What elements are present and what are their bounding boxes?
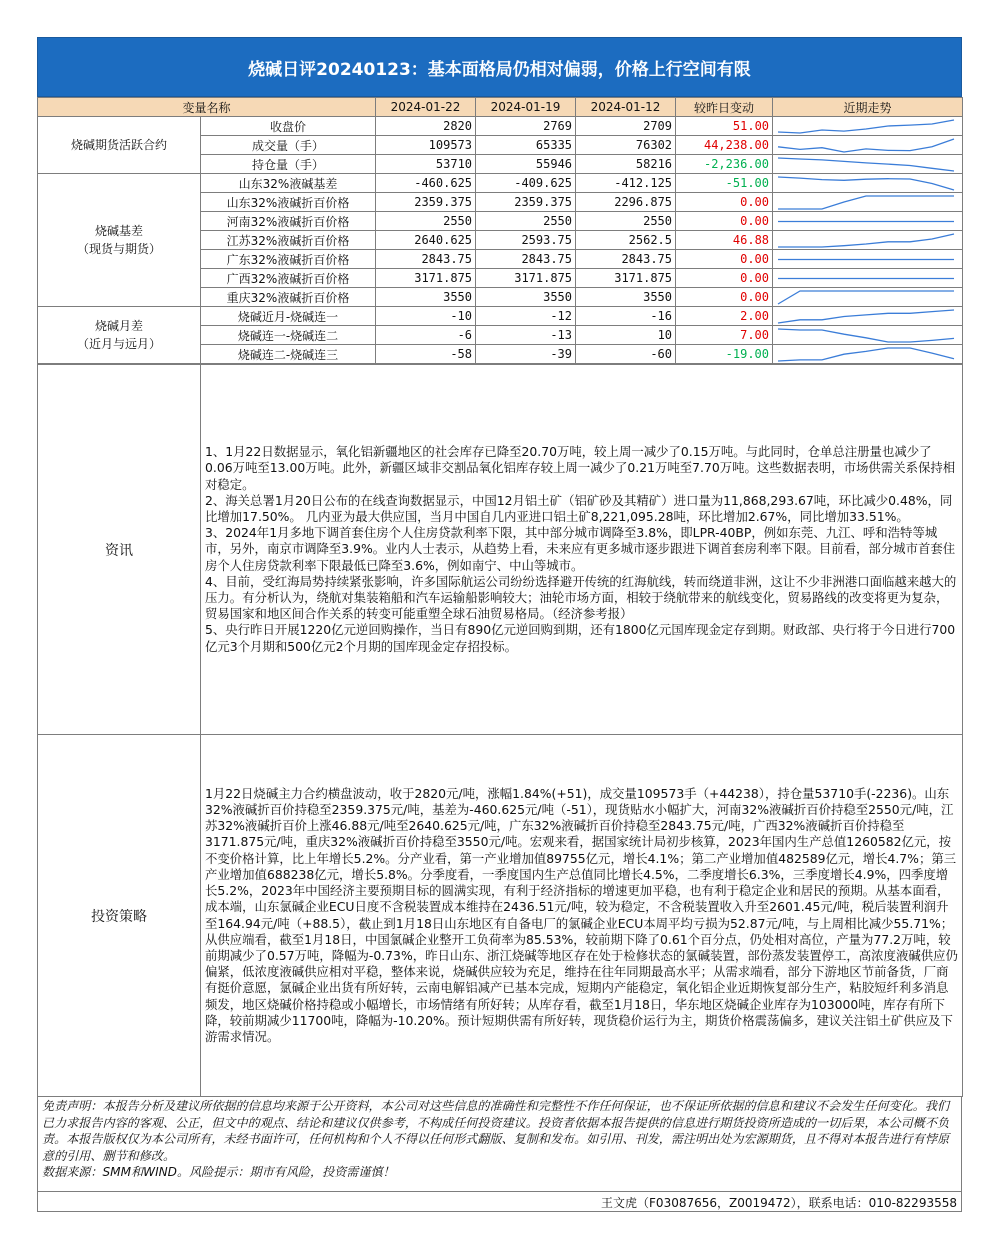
change-value: 0.00 [676,269,773,288]
value-date-1: 109573 [376,136,476,155]
header-date-2: 2024-01-19 [476,98,576,117]
sparkline [776,270,956,287]
value-date-3: 2709 [576,117,676,136]
change-value: 2.00 [676,307,773,326]
report-sheet [37,37,962,1212]
value-date-1: -10 [376,307,476,326]
trend-cell [773,193,963,212]
value-date-2: 65335 [476,136,576,155]
data-source-text: 数据来源：SMM和WIND。风险提示：期市有风险，投资需谨慎！ [42,1165,395,1179]
disclaimer-box [37,1097,962,1192]
value-date-2: 2593.75 [476,231,576,250]
sparkline [776,175,956,192]
value-date-1: 2359.375 [376,193,476,212]
value-date-1: 3550 [376,288,476,307]
sparkline [776,137,956,154]
table-row [38,307,963,326]
value-date-3: 58216 [576,155,676,174]
group-label [38,117,201,174]
sparkline-line [778,196,954,209]
value-date-3: -60 [576,345,676,364]
change-value: 0.00 [676,288,773,307]
news-item: 5、央行昨日开展1220亿元逆回购操作，当日有890亿元逆回购到期，还有1800亿元国库现金定存到期。财政部、央行将于今日进行700亿元3个月期和500亿元2个月期的国库现金定存招投标。 [205,622,956,654]
group-name: 烧碱月差 [94,319,143,333]
change-value: 44,238.00 [676,136,773,155]
strategy-text: 1月22日烧碱主力合约横盘波动，收于2820元/吨，涨幅1.84%(+51)，成交量109573手（+44238），持仓量53710手(-2236)。山东32%液碱折百价持稳至2359.375元/吨，基差为-460.625元/吨（-51），现货贴水小幅扩大，河南32%液碱折百价持稳至2550元/吨，江苏32%液碱折百价上涨46.88元/吨至2640.625元/吨，广东32%液碱折百价持稳至2843.75元/吨，广西32%液碱折百价持稳至3171.875元/吨，重庆32%液碱折百价持稳至3550元/吨。宏观来看，据国家统计局初步核算，2023年国内生产总值1260582亿元，按不变价格计算，比上年增长5.2%。分产业看，第一产业增加值89755亿元，增长4.1%；第二产业增加值482589亿元，增长4.7%；第三产业增加值688238亿元，增长5.8%。分季度看，一季度国内生产总值同比增长4.5%，二季度增长6.3%，三季度增长4.9%，四季度增长5.2%，2023年中国经济主要预期目标的圆满实现，有利于经济指标的增速更加平稳，也有利于稳定企业和居民的预期。从基本面看，成本端，山东氯碱企业ECU日度不含税装置成本维持在2436.51元/吨，较为稳定，不含税装置收入升至2601.45元/吨，税后装置利润升至164.94元/吨（+88.5），截止到1月18日山东地区有自备电厂的氯碱企业ECU本周平均亏损为52.87元/吨，与上周相比减少55.71%；从供应端看，截至1月18日，中国氯碱企业整开工负荷率为85.53%，较前期下降了0.61个百分点，仍处相对高位，产量为77.2万吨，较前期减少了0.57万吨，降幅为-0.73%，昨日山东、浙江烧碱等地区存在处于检修状态的氯碱装置，部份蒸发装置停工，高浓度液碱供应仍偏紧，低浓度液碱供应相对平稳，整体来说，烧碱供应较为充足，维持在往年同期最高水平；从需求端看，部分下游地区节前备货，厂商有挺价意愿，氯碱企业出货有所好转，云南电解铝减产已基本完成，短期内产能稳定，氧化铝企业近期恢复部分生产，粘胶短纤利多消息频发，地区烧碱价格持稳或小幅增长，市场情绪有所好转；从库存看，截至1月18日，华东地区烧碱企业库存为103000吨，库存有所下降，较前期减少11700吨，降幅为-10.20%。预计短期供需有所好转，现货稳价运行为主，期货价格震荡偏多，建议关注铝土矿供应及下游需求情况。 [205,785,958,1044]
text-table [37,364,963,1097]
group-name: 烧碱基差 [94,224,143,238]
group-label [38,307,201,364]
trend-cell [773,288,963,307]
variable-name: 烧碱连二-烧碱连三 [201,345,376,364]
change-value: -2,236.00 [676,155,773,174]
sparkline-line [778,348,954,361]
sparkline-line [778,234,954,247]
variable-name: 收盘价 [201,117,376,136]
sparkline-line [778,177,954,190]
sparkline [776,118,956,135]
header-date-3: 2024-01-12 [576,98,676,117]
value-date-1: 2843.75 [376,250,476,269]
news-row [38,365,963,735]
value-date-2: -12 [476,307,576,326]
value-date-1: 53710 [376,155,476,174]
variable-name: 广西32%液碱折百价格 [201,269,376,288]
disclaimer-text: 免责声明：本报告分析及建议所依据的信息均来源于公开资料，本公司对这些信息的准确性和完整性不作任何保证，也不保证所依据的信息和建议不会发生任何变化。我们已力求报告内容的客观、公正，但文中的观点、结论和建议仅供参考，不构成任何投资建议。投资者依据本报告提供的信息进行期货投资所造成的一切后果，本公司概不负责。本报告版权仅为本公司所有，未经书面许可，任何机构和个人不得以任何形式翻版、复制和发布。如引用、刊发，需注明出处为宏源期货，且不得对本报告进行有悖原意的引用、删节和修改。 [42,1099,950,1163]
sparkline-line [778,120,954,133]
sparkline [776,251,956,268]
data-table [37,97,963,364]
change-value: 7.00 [676,326,773,345]
strategy-label: 投资策略 [38,735,201,1097]
change-value: 0.00 [676,212,773,231]
trend-cell [773,174,963,193]
group-subtitle: （现货与期货） [76,242,161,256]
header-trend: 近期走势 [773,98,963,117]
contact-line: 王文虎（F03087656，Z0019472），联系电话：010-82293558 [37,1192,962,1212]
value-date-2: 2550 [476,212,576,231]
value-date-2: 55946 [476,155,576,174]
group-label [38,174,201,307]
trend-cell [773,231,963,250]
value-date-3: 3550 [576,288,676,307]
value-date-2: 2843.75 [476,250,576,269]
sparkline [776,346,956,363]
value-date-3: 2562.5 [576,231,676,250]
header-change: 较昨日变动 [676,98,773,117]
variable-name: 山东32%液碱基差 [201,174,376,193]
trend-cell [773,326,963,345]
value-date-1: 2640.625 [376,231,476,250]
sparkline [776,213,956,230]
variable-name: 重庆32%液碱折百价格 [201,288,376,307]
table-header-row [38,98,963,117]
trend-cell [773,212,963,231]
value-date-3: 10 [576,326,676,345]
sparkline-line [778,291,954,304]
news-label: 资讯 [38,365,201,735]
variable-name: 烧碱连一-烧碱连二 [201,326,376,345]
variable-name: 山东32%液碱折百价格 [201,193,376,212]
sparkline [776,308,956,325]
trend-cell [773,269,963,288]
value-date-3: -412.125 [576,174,676,193]
value-date-2: 2769 [476,117,576,136]
table-row [38,117,963,136]
value-date-3: 76302 [576,136,676,155]
trend-cell [773,250,963,269]
trend-cell [773,136,963,155]
trend-cell [773,117,963,136]
strategy-body [201,735,963,1097]
value-date-1: -6 [376,326,476,345]
trend-cell [773,155,963,174]
change-value: 0.00 [676,250,773,269]
sparkline-line [778,329,954,342]
value-date-3: -16 [576,307,676,326]
report-title: 烧碱日评20240123：基本面格局仍相对偏弱，价格上行空间有限 [37,37,962,97]
trend-cell [773,307,963,326]
variable-name: 河南32%液碱折百价格 [201,212,376,231]
news-item: 2、海关总署1月20日公布的在线查询数据显示，中国12月铝土矿（铝矿砂及其精矿）进口量为11,868,293.67吨，环比减少0.48%，同比增加17.50%。 几内亚为最大供应国，当月中国自几内亚进口铝土矿8,221,095.28吨，环比增加2.67%，同比增加33.51%。 [205,492,953,524]
sparkline [776,327,956,344]
value-date-2: 3550 [476,288,576,307]
variable-name: 江苏32%液碱折百价格 [201,231,376,250]
value-date-3: 2843.75 [576,250,676,269]
value-date-1: 2820 [376,117,476,136]
news-item: 4、目前，受红海局势持续紧张影响，许多国际航运公司纷纷选择避开传统的红海航线，转而绕道非洲，这让不少非洲港口面临越来越大的压力。有分析认为，绕航对集装箱船和汽车运输船影响较大；油轮市场方面，相较于绕航带来的航线变化，贸易路线的改变将更为复杂，贸易国家和地区间合作关系的转变可能重塑全球石油贸易格局。（经济参考报） [205,573,957,622]
change-value: 0.00 [676,193,773,212]
value-date-3: 2296.875 [576,193,676,212]
news-body [201,365,963,735]
table-row [38,174,963,193]
header-var-name: 变量名称 [38,98,376,117]
value-date-1: -58 [376,345,476,364]
strategy-row [38,735,963,1097]
value-date-1: 3171.875 [376,269,476,288]
change-value: -51.00 [676,174,773,193]
variable-name: 成交量（手） [201,136,376,155]
header-date-1: 2024-01-22 [376,98,476,117]
change-value: 51.00 [676,117,773,136]
sparkline-line [778,310,954,323]
value-date-3: 2550 [576,212,676,231]
value-date-1: -460.625 [376,174,476,193]
value-date-2: 2359.375 [476,193,576,212]
sparkline-line [778,158,954,171]
value-date-1: 2550 [376,212,476,231]
group-name: 烧碱期货活跃合约 [70,138,167,152]
group-subtitle: （近月与远月） [76,337,161,351]
value-date-2: 3171.875 [476,269,576,288]
change-value: -19.00 [676,345,773,364]
trend-cell [773,345,963,364]
value-date-2: -39 [476,345,576,364]
value-date-2: -13 [476,326,576,345]
sparkline [776,194,956,211]
value-date-2: -409.625 [476,174,576,193]
sparkline [776,232,956,249]
change-value: 46.88 [676,231,773,250]
variable-name: 持仓量（手） [201,155,376,174]
sparkline-line [778,139,954,152]
sparkline [776,289,956,306]
sparkline [776,156,956,173]
variable-name: 广东32%液碱折百价格 [201,250,376,269]
variable-name: 烧碱近月-烧碱连一 [201,307,376,326]
news-item: 3、2024年1月多地下调首套住房个人住房贷款利率下限，其中部分城市调降至3.8%，即LPR-40BP，例如东莞、九江、呼和浩特等城市，另外，南京市调降至3.9%。业内人士表示，从趋势上看，未来应有更多城市逐步跟进下调首套房利率下限。目前看，部分城市首套住房个人住房贷款利率下限最低已降至3.6%，例如南宁、中山等城市。 [205,525,956,573]
value-date-3: 3171.875 [576,269,676,288]
news-item: 1、1月22日数据显示，氧化铝新疆地区的社会库存已降至20.70万吨，较上周一减少了0.15万吨。与此同时，仓单总注册量也减少了0.06万吨至13.00万吨。此外，新疆区域非交割品氧化铝库存较上周一减少了0.21万吨至7.70万吨。这些数据表明，市场供需关系保持相对稳定。 [205,444,956,492]
